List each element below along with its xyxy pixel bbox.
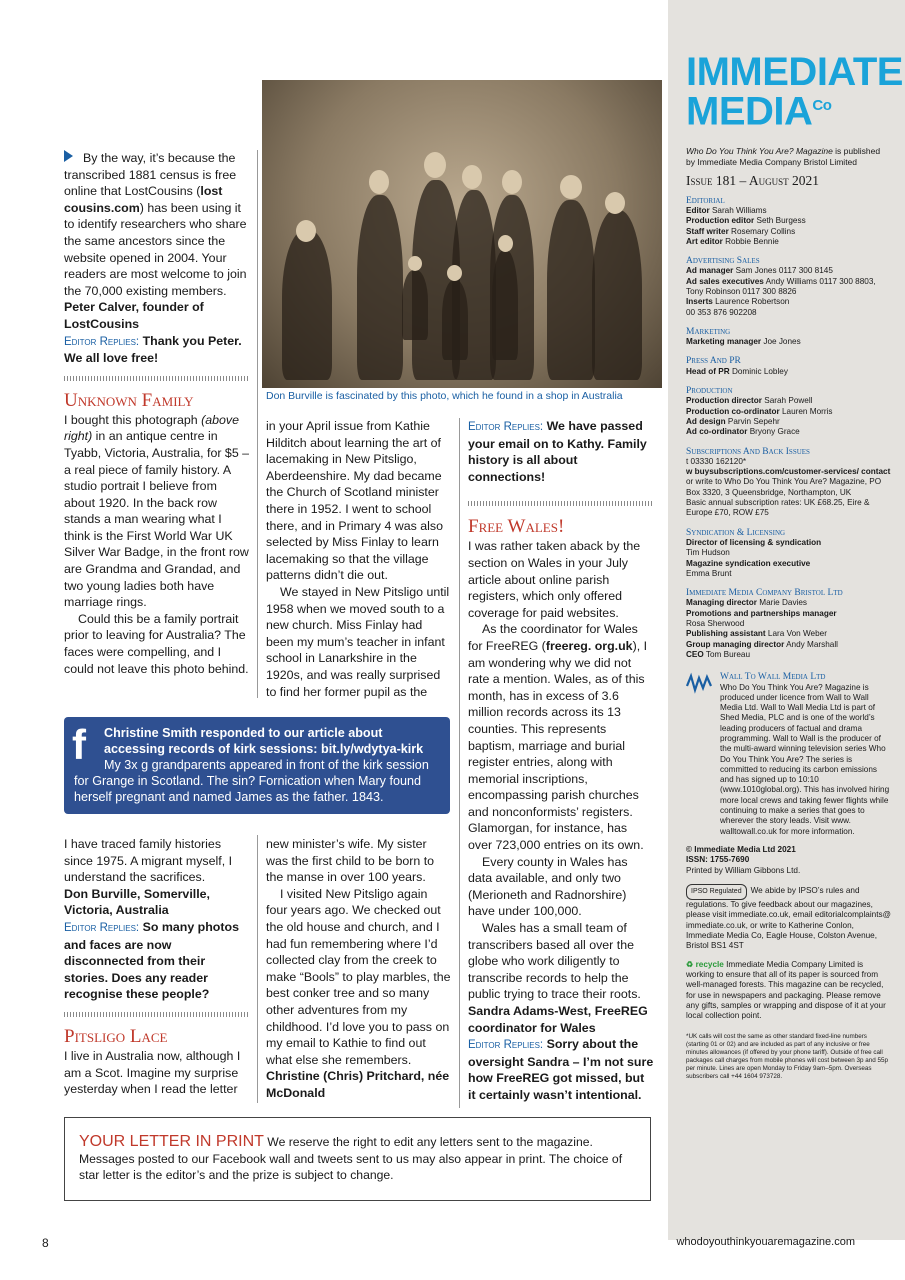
family-portrait-photo xyxy=(262,80,662,388)
issue-number: Issue 181 – August 2021 xyxy=(686,173,820,189)
heading-free-wales: Free Wales! xyxy=(468,516,565,538)
section-heading: Advertising Sales xyxy=(686,256,760,267)
staff-line: Group managing director Andy Marshall xyxy=(686,639,838,649)
heading-pitsligo-lace: Pitsligo Lace xyxy=(64,1025,168,1047)
section-heading: Editorial xyxy=(686,195,725,206)
staff-line: or write to Who Do You Think You Are? Magazine, PO Box 3320, 3 Queensbridge, Northampton, UK xyxy=(686,477,882,497)
recycle-icon: ♻ xyxy=(686,959,694,969)
staff-line: Production co-ordinator Lauren Morris xyxy=(686,406,833,416)
staff-line: Ad sales executives Andy Williams 0117 300 8803, Tony Robinson 0117 300 8826 xyxy=(686,276,876,296)
signature: Don Burville, Somerville, Victoria, Australia xyxy=(64,886,210,918)
arrow-icon xyxy=(64,150,73,162)
recycle-block: ♻ recycle Immediate Media Company Limited is working to ensure that all of its paper is sourced from well-managed forests. This magazine can be recycled, for use in newspapers and packaging. Please remove any gifts, samples or wrapping and dispose of it at your local collection point. xyxy=(686,959,886,1021)
staff-line: Staff writer Rosemary Collins xyxy=(686,226,796,236)
letter-pitsligo-cont: in your April issue from Kathie Hilditch about learning the art of lacemaking in New Pitsligo, Aberdeenshire. My dad became the Church of Scotland minister there in 1952. I went to school there, and in Primary 4 was also selected by Miss Finlay to learn lacemaking so that the village patterns didn’t die out. We stayed in New Pitsligo until 1958 when we moved south to a new church. Miss Finlay had been my mum’s teacher in infant school in Lanarkshire in the 1920s, and was really surprised to find her former pupil as the xyxy=(266,419,450,699)
staff-line: Publishing assistant Lara Von Weber xyxy=(686,629,827,639)
staff-line: Tim Hudson xyxy=(686,548,730,558)
staff-line: Magazine syndication executive xyxy=(686,558,811,568)
staff-line: w buysubscriptions.com/customer-services/ contact xyxy=(686,467,891,477)
section-heading: Production xyxy=(686,386,733,397)
staff-sections xyxy=(686,196,891,661)
section-heading: Marketing xyxy=(686,326,731,337)
masthead-sidebar: IMMEDIATE $MEDIA^{Co}$ Who Do You Think You Are? Magazine is published by Immediate Media Company Bristol Limited Issue 181 – August 2021 Editorial Editor Sarah Williams Production editor Seth Burgess Staff writer Rosemary Collins Art editor Robbie Bennie Advertising Sales Ad manager Sam Jones 0117 300 8145 Ad sales executives Andy Williams 0117 300 8803, Tony Robinson 0117 300 8826 Inserts Laurence Robertson 00 353 876 902208 Marketing Marketing manager Joe Jones Press And PR Head of PR Dominic Lobley Production Production director Sarah Powell Production co-ordinator Lauren Morris Ad design Parvin Sepehr Ad co-ordinator Bryony Grace Subscriptions And Back Issues t 03330 162120* w buysubscriptions.com/customer-services/ contact or write to Who Do You Think You Are? Magazine, PO Box 3320, 3 Queensbridge, Northampton, UK Basic annual subscription rates: UK £68.25, Eire & Europe £70, ROW £75 Syndication & Licensing Director of licensing & syndication Tim Hudson Magazine syndication executive Emma Brunt Immediate Media Company Bristol Ltd Managing director Marie Davies Promotions and partnerships manager Rosa Sherwood Publishing assistant Lara Von Weber Group managing director Andy Marshall CEO Tom Bureau Wall To Wall Media Ltd Who Do You Think You Are? Magazine is produced under licence from Wall to Wall Media Ltd. Wall to Wall Media Ltd is part of Shed Media, PLC and is one of the world’s leading producers of factual and drama programming. Wall to Wall is the producer of the multi-award winning television series Who Do You Think You Are? The series is committed to reducing its carbon emissions and has signed up to 10:10 (www.1010global.org). This has involved hiring more local crews and taking fewer flights while continuing to make a series that goes to wherever the story leads. Visit www. walltowall.co.uk for more information. © Immediate Media Ltd 2021 ISSN: 1755-7690 Printed by William Gibbons Ltd. IPSO Regulated We abide by IPSO’s rules and regulations. To give feedback about our magazines, please visit immediate.co.uk, email editorialcomplaints@ immediate.co.uk, or write to Katherine Conlon, Immediate Media Co, Eagle House, Colston Avenue, Bristol BS1 4ST ♻ recycle Immediate Media Company Limited is working to ensure that all of its paper is sourced from well-managed forests. This magazine can be recycled, for use in newspapers and packaging. Please remove any gifts, samples or wrapping and dispose of it at your local collection point. *UK calls will cost the same as other standard fixed-line numbers (starting 01 or 02) and are included as part of any inclusive or free minutes allowances (if offered by your phone tariff). Outside of free call packages call charges from mobile phones will cost between 3p and 55p per minute. Lines are open Monday to Friday 9am–5pm. Overseas subscribers call +44 1604 973728. xyxy=(668,0,905,1240)
print-body: We reserve the right to edit any letters sent to the magazine. Messages posted to our Facebook wall and tweets sent to us may also appear in print. The choice of star letter is the editor’s and the prize is subject to change. xyxy=(79,1135,623,1183)
staff-line: Basic annual subscription rates: UK £68.25, Eire & Europe £70, ROW £75 xyxy=(686,498,870,518)
staff-line: Rosa Sherwood xyxy=(686,619,745,629)
signature: Christine (Chris) Pritchard, née McDonald xyxy=(266,1069,450,1100)
divider xyxy=(64,376,250,381)
staff-line: Production editor Seth Burgess xyxy=(686,216,806,226)
section-heading: Immediate Media Company Bristol Ltd xyxy=(686,588,843,599)
immediate-media-logo: IMMEDIATE $MEDIA^{Co}$ xyxy=(686,50,903,134)
publisher-intro: Who Do You Think You Are? Magazine is published by Immediate Media Company Bristol Limited xyxy=(686,146,881,167)
staff-line: Ad co-ordinator Bryony Grace xyxy=(686,427,800,437)
ipso-block: IPSO Regulated We abide by IPSO’s rules and regulations. To give feedback about our magazines, please visit immediate.co.uk, email editorialcomplaints@ immediate.co.uk, or write to Katherine Conlon, Immediate Media Co, Eagle House, Colston Avenue, Bristol BS1 4ST xyxy=(686,885,891,951)
editor-reply: Editor Replies: Thank you Peter. We all love free! xyxy=(64,333,242,366)
section-heading: Subscriptions And Back Issues xyxy=(686,446,810,457)
staff-line: Art editor Robbie Bennie xyxy=(686,236,779,246)
column-rule xyxy=(459,418,460,1108)
facebook-icon: f xyxy=(72,721,86,768)
letter-lostcousins: By the way, it’s because the transcribed 1881 census is free online that LostCousins (lost cousins.com) has been using it to identify researchers who share the same ancestors since the website opened in 2004. Your readers are most welcome to join the 70,000 existing members. Peter Calver, founder of LostCousins Editor Replies: Thank you Peter. We all love free! Unknown Family I bought this photograph (above right) in an antique centre in Tyabb, Victoria, Australia, for $5 – a real piece of family history. A studio portrait I believe from about 1920. In the back row stands a man wearing what I think is the First World War UK Silver War Badge, in the front row are Grandma and Grandad, and two young ladies both have marriage rings. Could this be a family portrait prior to leaving for Australia? The faces were compelling, and I could not leave this photo behind. xyxy=(64,151,250,676)
divider xyxy=(64,1012,250,1017)
website-url[interactable]: whodoyouthinkyouaremagazine.com xyxy=(676,1236,855,1248)
heading-unknown-family: Unknown Family xyxy=(64,389,194,411)
column-rule xyxy=(257,150,258,698)
letter-in-print-box xyxy=(64,1117,651,1201)
ipso-badge-icon: IPSO Regulated xyxy=(686,884,747,900)
staff-line: CEO Tom Bureau xyxy=(686,649,751,659)
letter-unknown-family-cont: I have traced family histories since 1975. A migrant myself, I understand the sacrifices. Don Burville, Somerville, Victoria, Australia Editor Replies: So many photos and faces are now disconnected from their stories. Does any reader recognise these people? Pitsligo Lace I live in Australia now, although I am a Scot. Imagine my surprise yesterday when I read the letter xyxy=(64,836,250,1098)
facebook-body: My 3x g grandparents appeared in front of the kirk session for Grange in Scotland. The sin? Fornication when Mary found herself pregnant and named James as the father. 1843. xyxy=(74,758,429,804)
staff-line: Promotions and partnerships manager xyxy=(686,608,837,618)
w2w-block: Wall To Wall Media Ltd Who Do You Think You Are? Magazine is produced under licence from Wall to Wall Media Ltd. Wall to Wall Media Ltd is part of Shed Media, PLC and is one of the world’s leading producers of factual and drama programming. Wall to Wall is the producer of the multi-award winning television series Who Do You Think You Are? The series is committed to reducing its carbon emissions and has signed up to 10:10 (www.1010global.org). This has involved hiring more local crews and taking fewer flights while continuing to make a series that goes to wherever the story leads. Visit www. walltowall.co.uk for more information. xyxy=(686,672,891,837)
staff-line: Production director Sarah Powell xyxy=(686,396,813,406)
column-rule xyxy=(257,835,258,1103)
staff-line: Inserts Laurence Robertson xyxy=(686,297,790,307)
page-number: 8 xyxy=(42,1236,49,1250)
signature: Peter Calver, founder of LostCousins xyxy=(64,300,204,331)
editor-reply: Editor Replies: So many photos and faces are now disconnected from their stories. Does any reader recognise these people? xyxy=(64,919,239,1002)
letter-free-wales: Editor Replies: We have passed your email on to Kathy. Family history is all about connections! Free Wales! I was rather taken aback by the section on Wales in your July article about online parish registers, which only offered coverage for paid websites. As the coordinator for Wales for FreeREG (freereg. org.uk), I am wondering why we did not rate a mention. Wales, as of this month, has in excess of 3.6 million records across its 13 counties. This represents baptism, marriage and burial register entries, along with memorial inscriptions, encompassing parish churches and nonconformists’ registers. Glamorgan, for instance, has over 723,000 entries on its own. Every county in Wales has data available, and only two (Merioneth and Radnorshire) have under 100,000. Wales has a small team of transcribers based all over the globe who work diligently to transcribe records to help the public trying to trace their roots. Sandra Adams-West, FreeREG coordinator for Wales Editor Replies: Sorry about the oversight Sandra – I’m not sure how FreeREG got missed, but it certainly wasn’t intentional. xyxy=(468,419,654,1102)
staff-line: Editor Sarah Williams xyxy=(686,205,767,215)
staff-line: Head of PR Dominic Lobley xyxy=(686,366,788,376)
facebook-title: Christine Smith responded to our article about accessing records of kirk sessions: bit.ly/wdytya-kirk xyxy=(104,726,424,756)
print-title: YOUR LETTER IN PRINT xyxy=(79,1133,264,1150)
letter-pitsligo-end: new minister’s wife. My sister was the first child to be born to the manse in over 100 years. I visited New Pitsligo again four years ago. We checked out the old house and church, and I had fun remembering where I’d collected clay from the creek to make “Bools” to play marbles, the best conker tree and so many other adventures from my childhood. I’d love you to pass on my email to Kathie to find out what else she remembers. Christine (Chris) Pritchard, née McDonald xyxy=(266,837,451,1100)
staff-line: Director of licensing & syndication xyxy=(686,537,822,547)
staff-line: 00 353 876 902208 xyxy=(686,307,757,317)
staff-line: Marketing manager Joe Jones xyxy=(686,337,801,347)
staff-line: Emma Brunt xyxy=(686,568,732,578)
divider xyxy=(468,501,654,506)
wall-to-wall-logo-icon xyxy=(686,672,714,696)
staff-line: Managing director Marie Davies xyxy=(686,598,808,608)
freereg-link[interactable]: freereg. org.uk xyxy=(545,638,633,653)
staff-line: t 03330 162120* xyxy=(686,456,747,466)
staff-line: Ad design Parvin Sepehr xyxy=(686,416,780,426)
call-charges-footnote: *UK calls will cost the same as other standard fixed-line numbers (starting 01 or 02) and are included as part of any inclusive or free minutes allowances (if offered by your phone tariff). Outside of free call packages call charges from mobile phones will cost between 3p and 55p per minute. Lines are open Monday to Friday 9am–5pm. Overseas subscribers call +44 1604 973728. xyxy=(686,1033,888,1081)
editor-reply: Editor Replies: We have passed your email on to Kathy. Family history is all about connections! xyxy=(468,419,647,484)
staff-line: Ad manager Sam Jones 0117 300 8145 xyxy=(686,266,833,276)
photo-caption: Don Burville is fascinated by this photo, which he found in a shop in Australia xyxy=(266,390,623,402)
editor-reply: Editor Replies: Sorry about the oversight Sandra – I’m not sure how FreeREG got missed, but it certainly wasn’t intentional. xyxy=(468,1037,654,1102)
signature: Sandra Adams-West, FreeREG coordinator for Wales xyxy=(468,1004,648,1035)
section-heading: Syndication & Licensing xyxy=(686,527,786,538)
facebook-comment-box xyxy=(64,717,450,814)
section-heading: Press And PR xyxy=(686,356,741,367)
lostcousins-link[interactable]: lost cousins.com xyxy=(64,184,223,215)
